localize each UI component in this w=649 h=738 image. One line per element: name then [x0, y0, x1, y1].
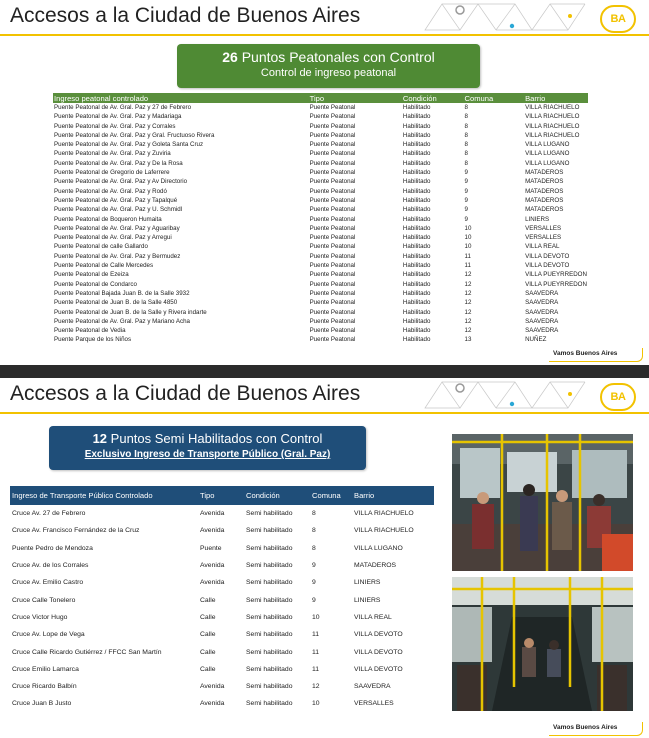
slide-title: Accesos a la Ciudad de Buenos Aires: [10, 4, 361, 27]
cell-condition: Habilitado: [402, 252, 431, 260]
box-subtitle: Control de ingreso peatonal: [260, 67, 397, 79]
footer-text: Vamos Buenos Aires: [553, 724, 618, 731]
cell-type: Puente Peatonal: [309, 234, 356, 242]
cell-name: Puente Peatonal de Gregorio de Laferrere: [54, 169, 170, 177]
table-row: [10, 505, 434, 522]
table-row: [10, 540, 434, 557]
cell-type: Calle: [200, 631, 216, 639]
cell-barrio: LINIERS: [354, 596, 381, 604]
table-row: [53, 103, 588, 112]
points-count: 12: [92, 431, 108, 446]
cell-name: Cruce Av. de los Corrales: [12, 562, 89, 570]
table-row: [10, 661, 434, 678]
cell-comuna: 11: [312, 631, 320, 639]
cell-name: Puente Peatonal de Av. Gral. Paz y Mariano Acha: [54, 317, 190, 325]
cell-type: Puente Peatonal: [309, 178, 356, 186]
cell-comuna: 12: [464, 327, 472, 335]
column-header: Tipo: [309, 93, 402, 103]
cell-condition: Habilitado: [402, 206, 431, 214]
cell-condition: Habilitado: [402, 308, 431, 316]
cell-barrio: VILLA REAL: [525, 243, 560, 251]
yellow-rule: [0, 34, 649, 36]
cell-barrio: LINIERS: [525, 215, 550, 223]
cell-type: Puente Peatonal: [309, 169, 356, 177]
cell-comuna: 8: [464, 113, 468, 121]
table-row: [53, 205, 588, 214]
cell-condition: Semi habilitado: [246, 613, 293, 621]
cell-barrio: MATADEROS: [525, 169, 564, 177]
cell-type: Avenida: [200, 510, 225, 518]
cell-name: Puente Peatonal de Av. Gral. Paz y U. Schmidl: [54, 206, 183, 214]
section-header-box: [177, 44, 480, 88]
cell-comuna: 8: [312, 510, 316, 518]
cell-comuna: 13: [464, 336, 472, 344]
cell-barrio: VILLA RIACHUELO: [525, 122, 580, 130]
table-body: [53, 103, 588, 345]
cell-condition: Habilitado: [402, 224, 431, 232]
table-row: [53, 308, 588, 317]
cell-barrio: VILLA RIACHUELO: [354, 510, 414, 518]
table-row: [53, 149, 588, 158]
cell-type: Calle: [200, 665, 216, 673]
column-header: Tipo: [198, 486, 244, 505]
cell-condition: Habilitado: [402, 113, 431, 121]
cell-condition: Habilitado: [402, 187, 431, 195]
cell-comuna: 10: [312, 613, 320, 621]
cell-barrio: VILLA LUGANO: [525, 159, 570, 167]
cell-comuna: 8: [464, 104, 468, 111]
footer-tag: [549, 348, 643, 362]
cell-type: Puente Peatonal: [309, 252, 356, 260]
cell-comuna: 12: [312, 683, 320, 691]
cell-condition: Habilitado: [402, 317, 431, 325]
table-row: [10, 557, 434, 574]
cell-name: Cruce Av. Emilio Castro: [12, 579, 84, 587]
cell-type: Avenida: [200, 562, 225, 570]
cell-type: Calle: [200, 613, 216, 621]
table-row: [53, 252, 588, 261]
cell-name: Puente Parque de los Niños: [54, 336, 132, 344]
cell-barrio: SAAVEDRA: [525, 317, 559, 325]
bus-aisle-photo: [452, 577, 633, 711]
cell-name: Puente Peatonal de Av. Gral. Paz y Goleta Santa Cruz: [54, 141, 204, 149]
cell-condition: Habilitado: [402, 289, 431, 297]
cell-comuna: 9: [464, 215, 468, 223]
cell-comuna: 10: [312, 700, 320, 708]
yellow-rule: [0, 412, 649, 414]
cell-name: Puente Peatonal de Av. Gral. Paz y Arregui: [54, 234, 172, 242]
cell-condition: Semi habilitado: [246, 665, 293, 673]
table-row: [53, 112, 588, 121]
cell-condition: Semi habilitado: [246, 544, 293, 552]
cell-name: Puente Peatonal de Av. Gral. Paz y Gral. Fructuoso Rivera: [54, 131, 215, 139]
cell-name: Puente Peatonal de Calle Mercedes: [54, 262, 154, 270]
table-row: [53, 280, 588, 289]
cell-type: Calle: [200, 596, 216, 604]
cell-comuna: 9: [464, 196, 468, 204]
cell-condition: Habilitado: [402, 336, 431, 344]
cell-comuna: 11: [312, 665, 320, 673]
cell-type: Puente: [200, 544, 222, 552]
cell-comuna: 9: [312, 579, 316, 587]
cell-condition: Habilitado: [402, 159, 431, 167]
cell-comuna: 12: [464, 280, 472, 288]
table-row: [53, 196, 588, 205]
table-row: [53, 168, 588, 177]
cell-type: Avenida: [200, 579, 225, 587]
cell-name: Puente Peatonal de calle Gallardo: [54, 243, 148, 251]
cell-condition: Habilitado: [402, 169, 431, 177]
cell-comuna: 9: [312, 596, 316, 604]
cell-barrio: SAAVEDRA: [354, 683, 391, 691]
cell-type: Puente Peatonal: [309, 150, 356, 158]
cell-comuna: 11: [464, 262, 471, 270]
table-header-row: [10, 486, 434, 505]
cell-barrio: MATADEROS: [525, 187, 564, 195]
ba-logo: BA: [600, 5, 636, 33]
cell-barrio: LINIERS: [354, 579, 381, 587]
table-row: [53, 224, 588, 233]
cell-barrio: VILLA RIACHUELO: [525, 113, 580, 121]
cell-condition: Habilitado: [402, 215, 431, 223]
cell-type: Puente Peatonal: [309, 122, 356, 130]
cell-condition: Semi habilitado: [246, 648, 293, 656]
table-row: [10, 522, 434, 539]
cell-barrio: VILLA DEVOTO: [354, 631, 403, 639]
cell-name: Puente Peatonal de Av. Gral. Paz y Zuviria: [54, 150, 171, 158]
cell-barrio: VILLA LUGANO: [525, 141, 570, 149]
cell-name: Puente Peatonal de Av. Gral. Paz y Rodó: [54, 187, 167, 195]
cell-condition: Habilitado: [402, 150, 431, 158]
cell-type: Puente Peatonal: [309, 113, 356, 121]
table-row: [53, 270, 588, 279]
cell-type: Avenida: [200, 683, 225, 691]
cell-type: Puente Peatonal: [309, 196, 356, 204]
cell-name: Puente Peatonal de Av. Gral. Paz y 27 de Febrero: [54, 104, 192, 111]
table-row: [53, 317, 588, 326]
table-body: [10, 505, 434, 713]
table-row: [10, 695, 434, 712]
cell-condition: Semi habilitado: [246, 631, 293, 639]
cell-condition: Habilitado: [402, 243, 431, 251]
bus-interior-photo: [452, 434, 633, 571]
table-row: [53, 335, 588, 344]
table-row: [53, 233, 588, 242]
cell-name: Cruce Av. 27 de Febrero: [12, 510, 86, 518]
cell-barrio: SAAVEDRA: [525, 299, 559, 307]
cell-comuna: 9: [464, 178, 468, 186]
table-row: [10, 678, 434, 695]
cell-name: Puente Peatonal de Boqueron Humaita: [54, 215, 162, 223]
cell-condition: Habilitado: [402, 234, 431, 242]
cell-type: Puente Peatonal: [309, 224, 356, 232]
table-row: [10, 626, 434, 643]
table-row: [53, 122, 588, 131]
cell-type: Puente Peatonal: [309, 159, 356, 167]
cell-comuna: 9: [312, 562, 316, 570]
cell-name: Cruce Emilio Lamarca: [12, 665, 79, 673]
cell-name: Cruce Victor Hugo: [12, 613, 68, 621]
cell-name: Puente Peatonal de Av. Gral. Paz y De la Rosa: [54, 159, 183, 167]
cell-condition: Habilitado: [402, 196, 431, 204]
table-row: [53, 187, 588, 196]
cell-condition: Habilitado: [402, 262, 431, 270]
cell-type: Puente Peatonal: [309, 308, 356, 316]
cell-barrio: VILLA REAL: [354, 613, 392, 621]
cell-name: Puente Peatonal de Av. Gral. Paz y Madariaga: [54, 113, 182, 121]
cell-condition: Habilitado: [402, 327, 431, 335]
column-header: Barrio: [524, 93, 588, 103]
cell-condition: Habilitado: [402, 178, 431, 186]
cell-comuna: 8: [464, 159, 468, 167]
cell-name: Cruce Juan B Justo: [12, 700, 72, 708]
column-header: Ingreso de Transporte Público Controlado: [10, 486, 198, 505]
cell-comuna: 12: [464, 308, 472, 316]
pedestrian-table: [53, 93, 588, 345]
cell-type: Avenida: [200, 700, 225, 708]
cell-type: Puente Peatonal: [309, 243, 356, 251]
footer-tag: [549, 722, 643, 736]
cell-barrio: MATADEROS: [354, 562, 397, 570]
cell-type: Puente Peatonal: [309, 141, 356, 149]
cell-comuna: 10: [464, 243, 472, 251]
cell-comuna: 9: [464, 169, 468, 177]
box-title: Puntos Semi Habilitados con Control: [110, 431, 323, 446]
cell-condition: Habilitado: [402, 299, 431, 307]
cell-type: Puente Peatonal: [309, 336, 356, 344]
column-header: Condición: [402, 93, 464, 103]
column-header: Comuna: [310, 486, 352, 505]
table-row: [53, 242, 588, 251]
cell-name: Puente Peatonal de Vedia: [54, 327, 126, 335]
table-row: [10, 574, 434, 591]
cell-condition: Habilitado: [402, 141, 431, 149]
cell-barrio: VILLA RIACHUELO: [354, 527, 414, 535]
cell-name: Puente Peatonal de Condarco: [54, 280, 137, 288]
cell-condition: Habilitado: [402, 122, 431, 130]
cell-barrio: SAAVEDRA: [525, 308, 559, 316]
cell-barrio: VERSALLES: [525, 234, 562, 242]
cell-type: Puente Peatonal: [309, 280, 356, 288]
slide-pedestrian-points: [0, 0, 649, 365]
cell-barrio: SAAVEDRA: [525, 289, 559, 297]
slide-semi-enabled-points: [0, 378, 649, 738]
cell-barrio: MATADEROS: [525, 206, 564, 214]
cell-name: Cruce Av. Lope de Vega: [12, 631, 85, 639]
cell-condition: Semi habilitado: [246, 562, 293, 570]
slide-divider: [0, 365, 649, 378]
cell-type: Calle: [200, 648, 216, 656]
cell-comuna: 8: [464, 141, 468, 149]
column-header: Condición: [244, 486, 310, 505]
cell-barrio: VILLA DEVOTO: [525, 262, 570, 270]
cell-name: Cruce Av. Francisco Fernández de la Cruz: [12, 527, 140, 535]
cell-comuna: 8: [312, 527, 316, 535]
table-header-row: [53, 93, 588, 103]
cell-comuna: 11: [464, 252, 471, 260]
cell-barrio: VILLA LUGANO: [525, 150, 570, 158]
cell-name: Puente Peatonal de Av. Gral. Paz y Corrales: [54, 122, 176, 130]
section-header-box: [49, 426, 366, 470]
cell-type: Puente Peatonal: [309, 206, 356, 214]
table-row: [53, 326, 588, 335]
cell-comuna: 8: [464, 131, 468, 139]
cell-comuna: 8: [312, 544, 316, 552]
transport-table: [10, 486, 434, 713]
cell-condition: Semi habilitado: [246, 700, 293, 708]
cell-comuna: 12: [464, 271, 472, 279]
cell-type: Puente Peatonal: [309, 262, 356, 270]
cell-barrio: VERSALLES: [525, 224, 562, 232]
cell-barrio: VILLA RIACHUELO: [525, 104, 580, 111]
cell-comuna: 9: [464, 206, 468, 214]
cell-barrio: MATADEROS: [525, 178, 564, 186]
cell-name: Cruce Calle Tonelero: [12, 596, 76, 604]
slide-title: Accesos a la Ciudad de Buenos Aires: [10, 382, 361, 405]
cell-type: Puente Peatonal: [309, 299, 356, 307]
table-row: [53, 177, 588, 186]
cell-comuna: 8: [464, 122, 468, 130]
table-row: [10, 591, 434, 608]
cell-condition: Semi habilitado: [246, 596, 293, 604]
table-row: [53, 131, 588, 140]
cell-barrio: NUÑEZ: [525, 336, 547, 344]
column-header: Barrio: [352, 486, 434, 505]
cell-type: Avenida: [200, 527, 225, 535]
cell-type: Puente Peatonal: [309, 271, 356, 279]
table-row: [53, 261, 588, 270]
cell-type: Puente Peatonal: [309, 317, 356, 325]
cell-barrio: SAAVEDRA: [525, 327, 559, 335]
cell-comuna: 12: [464, 317, 472, 325]
table-row: [53, 159, 588, 168]
cell-name: Puente Peatonal de Av. Gral. Paz y Aguaribay: [54, 224, 180, 232]
table-row: [53, 140, 588, 149]
cell-name: Puente Peatonal de Av. Gral. Paz y Tapalqué: [54, 196, 178, 204]
cell-condition: Habilitado: [402, 271, 431, 279]
footer-text: Vamos Buenos Aires: [553, 350, 618, 357]
geometric-pattern-icon: [420, 0, 595, 34]
cell-barrio: VILLA DEVOTO: [354, 665, 403, 673]
cell-name: Puente Peatonal de Juan B. de la Salle 4850: [54, 299, 178, 307]
cell-comuna: 10: [464, 224, 472, 232]
cell-condition: Semi habilitado: [246, 527, 293, 535]
cell-comuna: 11: [312, 648, 320, 656]
table-row: [53, 215, 588, 224]
cell-condition: Habilitado: [402, 280, 431, 288]
cell-barrio: VILLA LUGANO: [354, 544, 403, 552]
cell-condition: Semi habilitado: [246, 683, 293, 691]
cell-name: Puente Peatonal de Av. Gral. Paz y Av Directorio: [54, 178, 188, 186]
cell-comuna: 12: [464, 289, 472, 297]
cell-barrio: VERSALLES: [354, 700, 394, 708]
cell-name: Cruce Calle Ricardo Gutiérrez / FFCC San Martín: [12, 648, 162, 656]
cell-name: Puente Pedro de Mendoza: [12, 544, 93, 552]
cell-name: Puente Peatonal de Av. Gral. Paz y Bermudez: [54, 252, 181, 260]
cell-condition: Habilitado: [402, 131, 431, 139]
cell-type: Puente Peatonal: [309, 215, 356, 223]
ba-logo: BA: [600, 383, 636, 411]
cell-barrio: VILLA DEVOTO: [525, 252, 570, 260]
cell-condition: Semi habilitado: [246, 510, 293, 518]
cell-type: Puente Peatonal: [309, 131, 356, 139]
cell-name: Puente Peatonal Bajada Juan B. de la Salle 3932: [54, 289, 190, 297]
cell-comuna: 9: [464, 187, 468, 195]
cell-comuna: 10: [464, 234, 472, 242]
cell-barrio: VILLA PUEYRREDON: [525, 280, 587, 288]
column-header: Comuna: [464, 93, 525, 103]
cell-comuna: 8: [464, 150, 468, 158]
cell-condition: Habilitado: [402, 104, 431, 111]
table-row: [10, 643, 434, 660]
box-subtitle: Exclusivo Ingreso de Transporte Público (Gral. Paz): [84, 449, 331, 460]
cell-barrio: VILLA RIACHUELO: [525, 131, 580, 139]
table-row: [53, 289, 588, 298]
cell-barrio: VILLA PUEYRREDON: [525, 271, 587, 279]
cell-name: Puente Peatonal de Juan B. de la Salle y Rivera indarte: [54, 308, 207, 316]
geometric-pattern-icon: [420, 378, 595, 412]
cell-name: Puente Peatonal de Ezeiza: [54, 271, 129, 279]
cell-comuna: 12: [464, 299, 472, 307]
table-row: [10, 609, 434, 626]
cell-type: Puente Peatonal: [309, 187, 356, 195]
cell-type: Puente Peatonal: [309, 289, 356, 297]
cell-type: Puente Peatonal: [309, 327, 356, 335]
box-title: Puntos Peatonales con Control: [241, 49, 435, 65]
cell-barrio: VILLA DEVOTO: [354, 648, 403, 656]
points-count: 26: [222, 49, 238, 65]
column-header: Ingreso peatonal controlado: [53, 93, 309, 103]
cell-condition: Semi habilitado: [246, 579, 293, 587]
table-row: [53, 298, 588, 307]
cell-type: Puente Peatonal: [309, 104, 356, 111]
cell-name: Cruce Ricardo Balbín: [12, 683, 77, 691]
cell-barrio: MATADEROS: [525, 196, 564, 204]
